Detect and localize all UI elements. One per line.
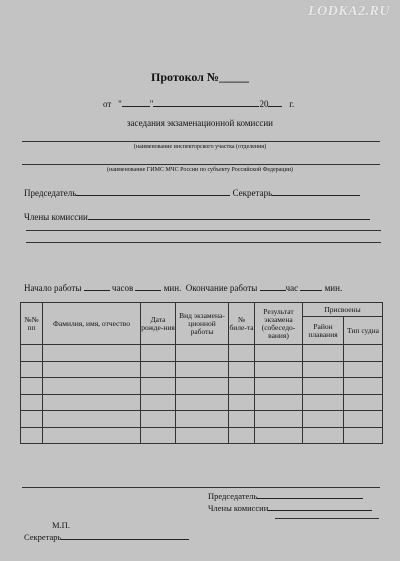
table-cell [176,427,229,444]
table-cell [141,427,176,444]
table-cell [303,345,344,362]
footer-members-line-2 [275,518,379,519]
document-title: Протокол №_____ [151,70,249,84]
table-cell [255,427,303,444]
secretary-label: Секретарь [232,188,273,198]
watermark-logo: LODKA2.RU [308,4,390,19]
table-cell [176,411,229,428]
table-row [21,411,383,428]
table-cell [176,394,229,411]
col-header-exam: Вид экзамена-ционной работы [176,303,229,345]
date-prefix: от [103,99,112,109]
table-cell [344,345,383,362]
year-prefix: 20 [259,99,269,109]
table-cell [141,361,176,378]
start-hours-blank [84,280,110,291]
work-time-line: Начало работы часов мин. Окончание работы час мин. [24,280,342,293]
footer-chairman: Председатель [208,489,363,501]
table-cell [229,427,255,444]
start-min-blank [135,280,161,291]
table-cell [21,411,43,428]
year-blank [268,96,282,107]
chairman-secretary-line [24,185,360,198]
month-blank [153,96,259,107]
members-line-2 [26,230,381,231]
table-cell [255,394,303,411]
chairman-blank [76,185,230,196]
table-cell [229,361,255,378]
table-row [21,378,383,395]
col-header-area: Район плавания [303,317,344,345]
secretary-blank [272,185,360,196]
table-cell [176,378,229,395]
table-cell [141,345,176,362]
table-body [21,345,383,444]
document-subtitle: заседания экзаменационной комиссии [126,118,273,128]
chairman-label: Председатель [24,188,77,198]
table-cell [255,345,303,362]
day-blank [122,96,150,107]
table-cell [303,361,344,378]
table-cell [303,394,344,411]
table-cell [21,378,43,395]
table-cell [344,378,383,395]
table-cell [43,394,141,411]
footer-line [22,487,380,488]
table-cell [255,361,303,378]
table-cell [344,411,383,428]
members-line [24,209,370,222]
table-cell [303,411,344,428]
inspection-caption: (наименование инспекторского участка (отделения) [133,144,267,150]
col-header-vessel-type: Тип судна [344,317,383,345]
members-blank [88,209,370,220]
footer-members: Члены комиссии [208,501,372,513]
table-cell [229,345,255,362]
table-cell [141,411,176,428]
table-cell [21,427,43,444]
table-cell [141,378,176,395]
table-row [21,394,383,411]
end-hour-blank [260,280,286,291]
table-cell [229,394,255,411]
col-header-name: Фамилия, имя, отчество [43,303,141,345]
table-cell [21,394,43,411]
table-cell [21,361,43,378]
table-row [21,361,383,378]
col-header-ticket: № биле-та [229,303,255,345]
table-cell [255,411,303,428]
table-cell [43,427,141,444]
footer-secretary: Секретарь [24,530,189,542]
end-min-blank [300,280,322,291]
exam-results-table [20,302,383,444]
table-row [21,427,383,444]
table-cell [344,361,383,378]
table-cell [229,378,255,395]
table-cell [176,345,229,362]
inspection-line [22,141,380,142]
table-cell [43,345,141,362]
table-cell [344,394,383,411]
members-line-3 [26,242,381,243]
gims-caption: (наименование ГИМС МЧС России по субъекту Российской Федерации) [107,167,293,173]
table-cell [255,378,303,395]
table-cell [229,411,255,428]
table-cell [43,361,141,378]
stamp-place: М.П. [52,520,70,530]
col-header-result: Результат экзамена (собеседо-вания) [255,303,303,345]
col-header-assigned: Присвоены [303,303,383,317]
table-cell [303,378,344,395]
members-label: Члены комиссии [24,212,88,222]
table-row [21,345,383,362]
col-header-number: №№ пп [21,303,43,345]
col-header-birth: Дата рожде-ния [141,303,176,345]
gims-line [22,164,380,165]
date-line: от " " 20 г. [103,96,294,109]
table-cell [303,427,344,444]
table-cell [43,411,141,428]
table-cell [344,427,383,444]
table-cell [43,378,141,395]
table-cell [176,361,229,378]
table-cell [21,345,43,362]
table-cell [141,394,176,411]
